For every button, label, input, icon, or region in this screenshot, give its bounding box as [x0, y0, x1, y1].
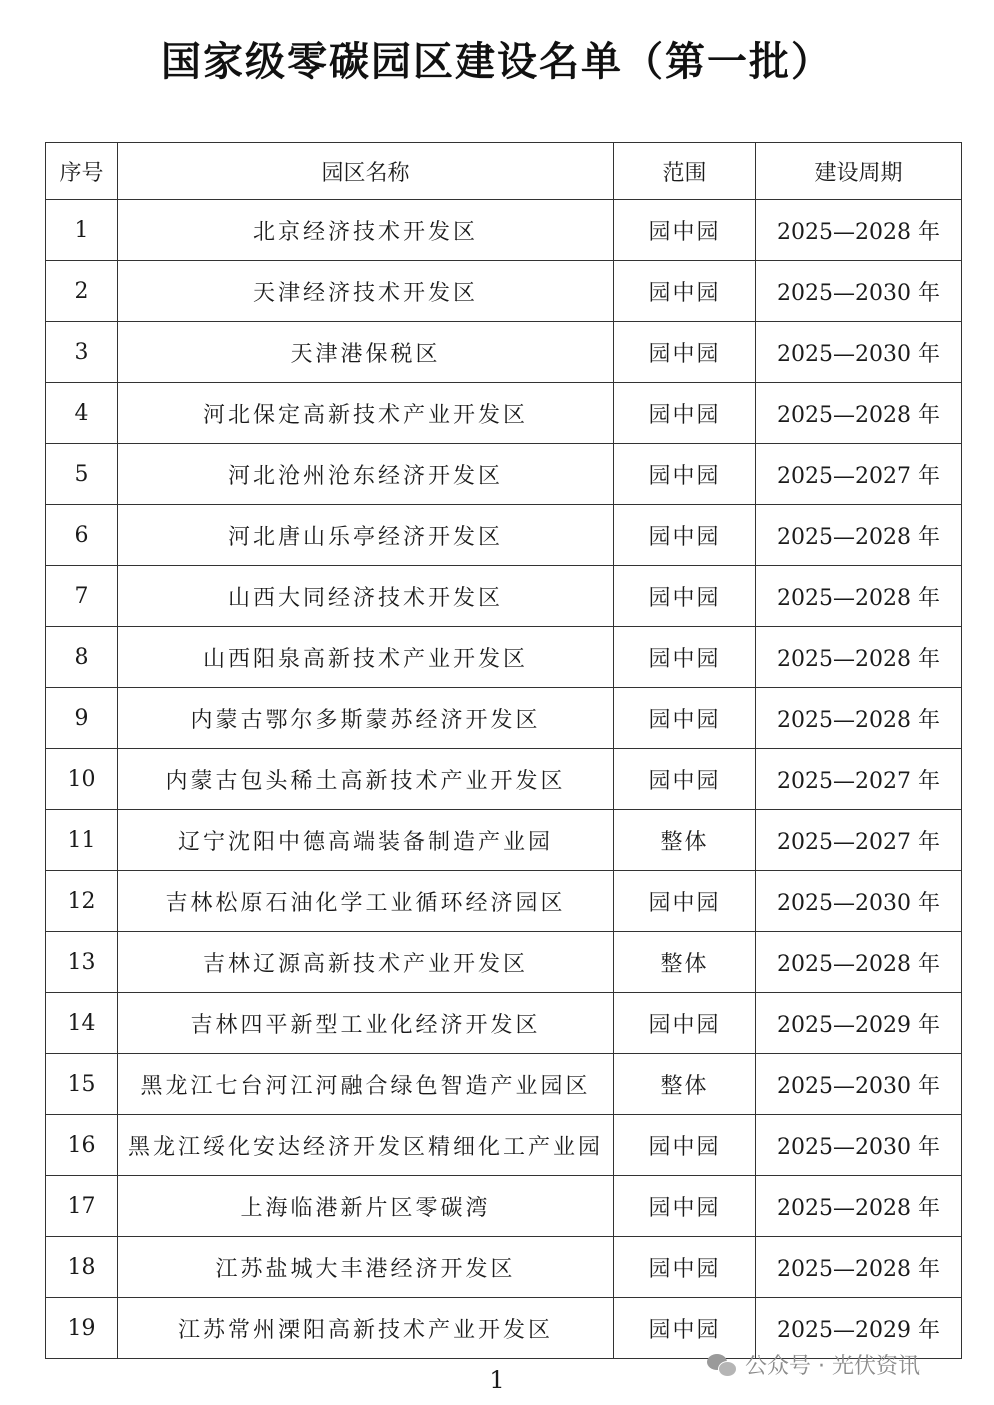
park-scope: 园中园	[614, 505, 756, 566]
park-scope: 园中园	[614, 566, 756, 627]
park-name: 江苏盐城大丰港经济开发区	[118, 1237, 614, 1298]
build-period: 2025—2028 年	[756, 1237, 962, 1298]
table-header-row	[46, 143, 962, 200]
park-scope: 园中园	[614, 1176, 756, 1237]
table-row	[46, 627, 962, 688]
park-scope: 整体	[614, 932, 756, 993]
park-scope: 园中园	[614, 322, 756, 383]
park-scope: 园中园	[614, 444, 756, 505]
build-period: 2025—2030 年	[756, 1115, 962, 1176]
row-number: 6	[46, 505, 118, 566]
row-number: 3	[46, 322, 118, 383]
park-name: 天津港保税区	[118, 322, 614, 383]
table-row	[46, 566, 962, 627]
park-name: 山西大同经济技术开发区	[118, 566, 614, 627]
park-name: 内蒙古鄂尔多斯蒙苏经济开发区	[118, 688, 614, 749]
table-row	[46, 1054, 962, 1115]
table-row	[46, 383, 962, 444]
park-scope: 园中园	[614, 383, 756, 444]
park-scope: 园中园	[614, 1115, 756, 1176]
table-row	[46, 932, 962, 993]
table-row	[46, 261, 962, 322]
row-number: 8	[46, 627, 118, 688]
build-period: 2025—2029 年	[756, 993, 962, 1054]
park-name: 吉林辽源高新技术产业开发区	[118, 932, 614, 993]
park-scope: 园中园	[614, 688, 756, 749]
header-no: 序号	[46, 143, 118, 200]
park-list-table	[45, 142, 962, 1359]
watermark	[707, 1349, 920, 1380]
header-name: 园区名称	[118, 143, 614, 200]
build-period: 2025—2028 年	[756, 200, 962, 261]
row-number: 16	[46, 1115, 118, 1176]
table-row	[46, 322, 962, 383]
park-name: 河北沧州沧东经济开发区	[118, 444, 614, 505]
row-number: 13	[46, 932, 118, 993]
row-number: 15	[46, 1054, 118, 1115]
row-number: 14	[46, 993, 118, 1054]
row-number: 1	[46, 200, 118, 261]
park-name: 吉林松原石油化学工业循环经济园区	[118, 871, 614, 932]
row-number: 17	[46, 1176, 118, 1237]
build-period: 2025—2028 年	[756, 566, 962, 627]
park-name: 河北唐山乐亭经济开发区	[118, 505, 614, 566]
build-period: 2025—2030 年	[756, 871, 962, 932]
row-number: 10	[46, 749, 118, 810]
row-number: 19	[46, 1298, 118, 1359]
park-name: 北京经济技术开发区	[118, 200, 614, 261]
row-number: 9	[46, 688, 118, 749]
row-number: 4	[46, 383, 118, 444]
page-title: 国家级零碳园区建设名单（第一批）	[161, 39, 833, 85]
build-period: 2025—2028 年	[756, 383, 962, 444]
park-scope: 园中园	[614, 871, 756, 932]
table-row	[46, 200, 962, 261]
build-period: 2025—2028 年	[756, 1176, 962, 1237]
row-number: 11	[46, 810, 118, 871]
table-row	[46, 993, 962, 1054]
park-name: 辽宁沈阳中德高端装备制造产业园	[118, 810, 614, 871]
build-period: 2025—2027 年	[756, 810, 962, 871]
build-period: 2025—2027 年	[756, 749, 962, 810]
build-period: 2025—2027 年	[756, 444, 962, 505]
table-row	[46, 810, 962, 871]
header-period: 建设周期	[756, 143, 962, 200]
row-number: 2	[46, 261, 118, 322]
park-scope: 园中园	[614, 993, 756, 1054]
table-row	[46, 871, 962, 932]
park-name: 山西阳泉高新技术产业开发区	[118, 627, 614, 688]
build-period: 2025—2028 年	[756, 627, 962, 688]
table-row	[46, 1237, 962, 1298]
park-scope: 园中园	[614, 1298, 756, 1359]
park-name: 吉林四平新型工业化经济开发区	[118, 993, 614, 1054]
park-scope: 园中园	[614, 1237, 756, 1298]
row-number: 12	[46, 871, 118, 932]
park-scope: 园中园	[614, 261, 756, 322]
park-scope: 园中园	[614, 749, 756, 810]
row-number: 5	[46, 444, 118, 505]
park-scope: 整体	[614, 1054, 756, 1115]
watermark-text: 公众号 · 光伏资讯	[745, 1354, 920, 1379]
park-name: 上海临港新片区零碳湾	[118, 1176, 614, 1237]
table-row	[46, 1176, 962, 1237]
table-row	[46, 444, 962, 505]
park-name: 江苏常州溧阳高新技术产业开发区	[118, 1298, 614, 1359]
park-name: 内蒙古包头稀土高新技术产业开发区	[118, 749, 614, 810]
build-period: 2025—2028 年	[756, 932, 962, 993]
park-name: 黑龙江七台河江河融合绿色智造产业园区	[118, 1054, 614, 1115]
build-period: 2025—2029 年	[756, 1298, 962, 1359]
build-period: 2025—2028 年	[756, 688, 962, 749]
page-number: 1	[489, 1366, 505, 1394]
park-scope: 园中园	[614, 200, 756, 261]
row-number: 18	[46, 1237, 118, 1298]
build-period: 2025—2028 年	[756, 505, 962, 566]
wechat-icon	[707, 1352, 737, 1378]
table-row	[46, 749, 962, 810]
table-row	[46, 688, 962, 749]
table-row	[46, 505, 962, 566]
park-name: 黑龙江绥化安达经济开发区精细化工产业园	[118, 1115, 614, 1176]
build-period: 2025—2030 年	[756, 261, 962, 322]
table-row	[46, 1115, 962, 1176]
build-period: 2025—2030 年	[756, 322, 962, 383]
row-number: 7	[46, 566, 118, 627]
park-scope: 园中园	[614, 627, 756, 688]
build-period: 2025—2030 年	[756, 1054, 962, 1115]
header-scope: 范围	[614, 143, 756, 200]
park-scope: 整体	[614, 810, 756, 871]
park-name: 河北保定高新技术产业开发区	[118, 383, 614, 444]
park-name: 天津经济技术开发区	[118, 261, 614, 322]
